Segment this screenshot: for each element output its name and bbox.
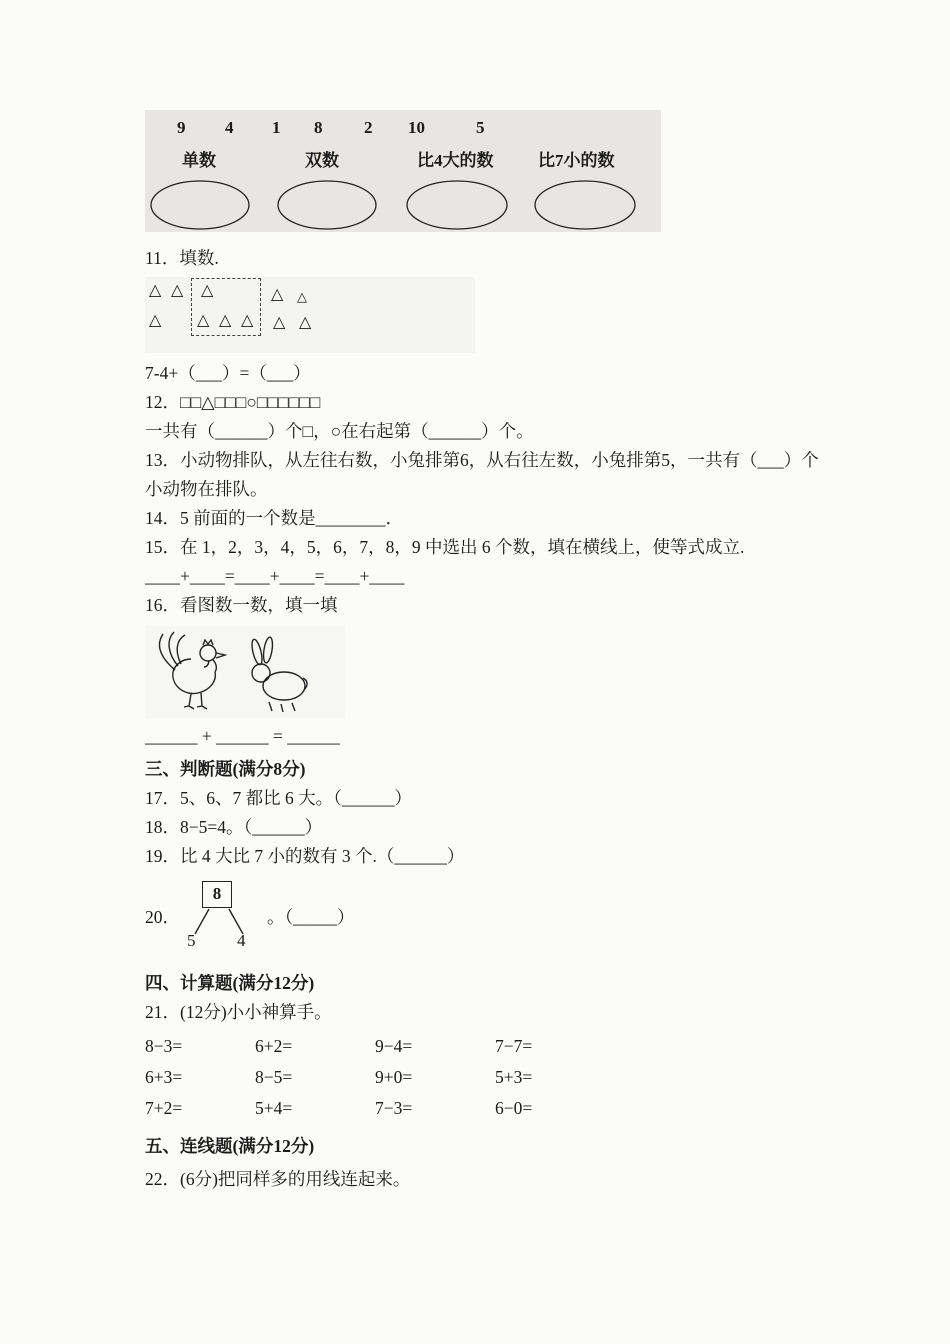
sort-number: 4 — [225, 118, 234, 137]
sort-oval — [151, 181, 249, 229]
triangle-icon: △ — [299, 312, 312, 331]
triangle-icon: △ — [149, 280, 162, 299]
triangle-icon: △ — [201, 280, 214, 299]
bond-right-value: 4 — [237, 931, 246, 950]
q11-label: 11．填数. — [145, 248, 219, 268]
sort-category: 单数 — [182, 151, 216, 170]
section4-title: 四、计算题(满分12分) — [145, 973, 315, 993]
sort-number: 9 — [177, 118, 186, 137]
q15-blanks: ____+____=____+____=____+____ — [145, 566, 405, 586]
sort-category: 双数 — [305, 151, 339, 170]
rooster-rabbit-figure — [145, 626, 345, 718]
sort-oval — [278, 181, 376, 229]
calc-item: 7−7= — [495, 1036, 533, 1056]
number-bond-top-box — [202, 881, 232, 908]
calc-item: 6+3= — [145, 1067, 183, 1087]
q15-line1: 15．在 1，2，3，4，5，6，7，8，9 中选出 6 个数，填在横线上，使等式成立. — [145, 537, 745, 557]
q19-label: 19．比 4 大比 7 小的数有 3 个.（______） — [145, 846, 465, 866]
calc-item: 9+0= — [375, 1067, 413, 1087]
number-sorting-figure — [145, 110, 661, 232]
sort-number: 2 — [364, 118, 373, 137]
calc-item: 6+2= — [255, 1036, 293, 1056]
sort-oval — [407, 181, 507, 229]
q20-answer-blank: 。（_____） — [267, 907, 355, 927]
triangle-figure — [145, 277, 475, 353]
triangle-icon: △ — [219, 310, 232, 329]
q17-label: 17．5、6、7 都比 6 大。（______） — [145, 788, 412, 808]
sort-category: 比7小的数 — [538, 151, 615, 170]
section3-title: 三、判断题(满分8分) — [145, 759, 306, 779]
q21-label: 21．(12分)小小神算手。 — [145, 1002, 332, 1022]
calc-item: 8−5= — [255, 1067, 293, 1087]
section5-title: 五、连线题(满分12分) — [145, 1136, 315, 1156]
number-bond-figure — [145, 879, 810, 963]
q12-question: 一共有（______）个□，○在右起第（______）个。 — [145, 421, 534, 441]
animals-drawing — [145, 626, 345, 718]
rooster-icon — [159, 632, 225, 709]
calc-item: 9−4= — [375, 1036, 413, 1056]
bond-top-value: 8 — [212, 884, 222, 903]
rabbit-icon — [250, 637, 307, 712]
calc-grid — [145, 1031, 810, 1124]
triangle-icon: △ — [273, 312, 286, 331]
sort-number: 10 — [408, 118, 425, 137]
triangle-icon: △ — [171, 280, 184, 299]
q14-label: 14．5 前面的一个数是________． — [145, 508, 404, 528]
calc-item: 7−3= — [375, 1098, 413, 1118]
triangle-icon: △ — [297, 290, 307, 305]
q11-equation: 7-4+（___）=（___） — [145, 363, 311, 383]
q12-symbols: 12．□□△□□□○□□□□□□ — [145, 392, 321, 412]
q18-label: 18．8−5=4。（______） — [145, 817, 323, 837]
number-bond-lines — [193, 908, 257, 936]
sort-oval — [535, 181, 635, 229]
calc-item: 5+3= — [495, 1067, 533, 1087]
calc-item: 7+2= — [145, 1098, 183, 1118]
q13-line1: 13．小动物排队，从左往右数，小兔排第6，从右往左数，小兔排第5，一共有（___）个 — [145, 450, 819, 470]
q16-label: 16．看图数一数，填一填 — [145, 595, 338, 615]
calc-item: 8−3= — [145, 1036, 183, 1056]
bond-left-value: 5 — [187, 931, 196, 950]
triangle-icon: △ — [271, 284, 284, 303]
sort-category: 比4大的数 — [417, 151, 494, 170]
triangle-icon: △ — [197, 310, 210, 329]
q22-label: 22．(6分)把同样多的用线连起来。 — [145, 1169, 411, 1189]
q13-line2: 小动物在排队。 — [145, 479, 268, 499]
q20-number: 20． — [145, 907, 180, 927]
triangle-icon: △ — [149, 310, 162, 329]
sort-number: 5 — [476, 118, 485, 137]
triangle-icon: △ — [241, 310, 254, 329]
sort-number: 1 — [272, 118, 281, 137]
calc-item: 5+4= — [255, 1098, 293, 1118]
sort-number: 8 — [314, 118, 323, 137]
q16-equation: ______ + ______ = ______ — [145, 726, 340, 746]
sort-ovals — [145, 178, 661, 232]
calc-item: 6−0= — [495, 1098, 533, 1118]
